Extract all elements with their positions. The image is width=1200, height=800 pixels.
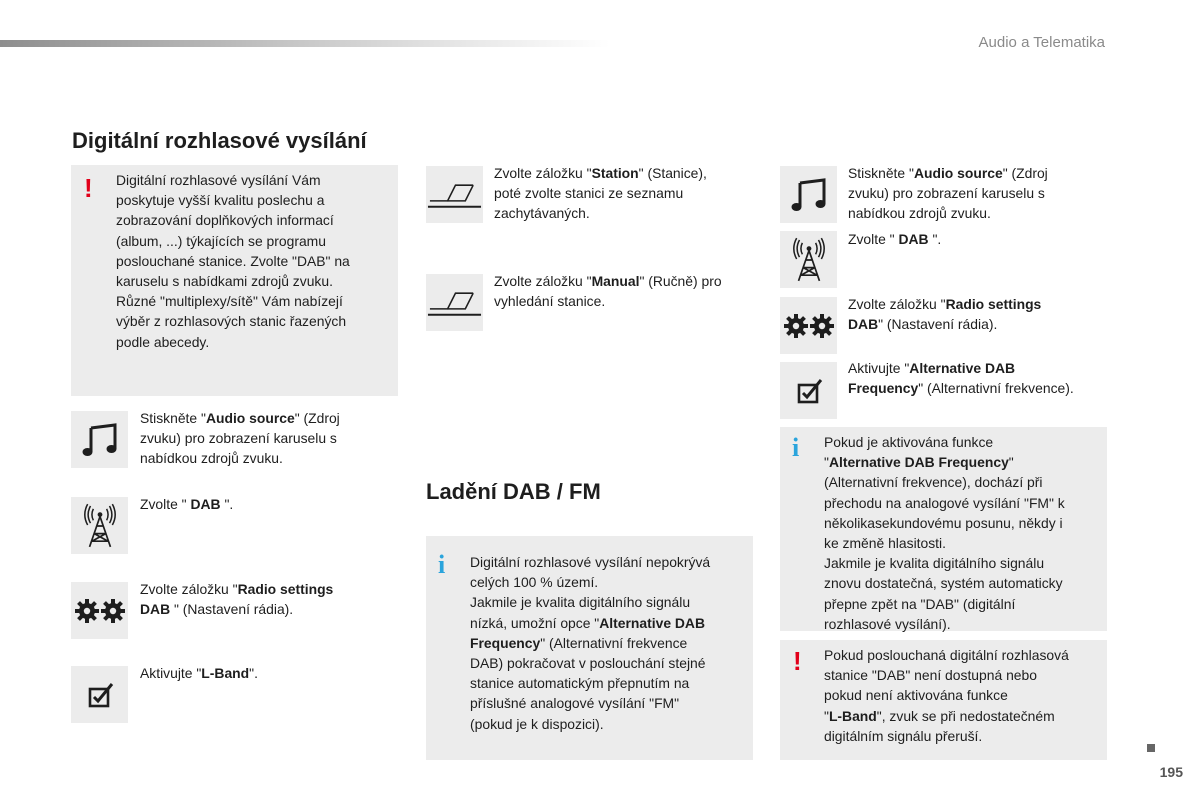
- music-note-icon: [71, 411, 128, 468]
- warning-text: Pokud poslouchaná digitální rozhlasová stanice "DAB" není dostupná nebo pokud není aktivována funkce "L-Band", zvuk se při nedostatečném digitálním signálu přeruší.: [824, 647, 1069, 744]
- info-icon: i: [792, 433, 800, 462]
- gears-icon: [71, 582, 128, 639]
- checkbox-icon: [780, 362, 837, 419]
- warning-text: [116, 170, 396, 352]
- exclamation-icon: !: [793, 646, 802, 676]
- info-icon: i: [438, 550, 446, 579]
- section-title: Audio a Telematika: [978, 34, 1105, 51]
- step-audio-source: Stiskněte "Audio source" (Zdroj zvuku) pro zobrazení karuselu s nabídkou zdrojů zvuku.: [848, 165, 1048, 222]
- step-select-dab: Zvolte " DAB ".: [140, 496, 234, 512]
- info-box-dab-coverage: [426, 536, 753, 760]
- step-select-dab: Zvolte " DAB ".: [848, 231, 942, 247]
- text-line: výběr z rozhlasových stanic řazených: [116, 313, 347, 330]
- heading-dab-fm-tuning: Ladění DAB / FM: [426, 479, 601, 504]
- step-audio-source: Stiskněte "Audio source" (Zdroj zvuku) pro zobrazení karuselu s nabídkou zdrojů zvuku.: [140, 410, 340, 467]
- heading-digital-radio: Digitální rozhlasové vysílání: [72, 128, 367, 153]
- text-line: (album, ...) týkajících se programu: [116, 232, 326, 249]
- text-line: karuselu s nabídkami zdrojů zvuku.: [116, 273, 333, 290]
- info-box-alt-freq: [780, 427, 1107, 631]
- tab-icon: [426, 166, 483, 223]
- info-text: Digitální rozhlasové vysílání nepokrývá celých 100 % území. Jakmile je kvalita digitálního signálu nízká, umožní opce "Alternative DAB Frequency" (Alternativní frekvence DAB) pokračovat v poslouchání stejné stanice automatickým přepnutím na příslušné analogové vysílání "FM" (pokud je k dispozici).: [470, 554, 711, 732]
- warning-box-digital-radio: [71, 165, 398, 396]
- step-activate-alt-freq: Aktivujte "Alternative DAB Frequency" (Alternativní frekvence).: [848, 360, 1074, 397]
- text-line: Různé "multiplexy/sítě" Vám nabízejí: [116, 293, 343, 310]
- text-line: Digitální rozhlasové vysílání Vám: [116, 172, 321, 188]
- warning-box-signal-loss: [780, 640, 1107, 760]
- antenna-icon: [71, 497, 128, 554]
- step-radio-settings: Zvolte záložku "Radio settings DAB" (Nastavení rádia).: [848, 296, 1042, 333]
- step-manual-tab: Zvolte záložku "Manual" (Ručně) pro vyhledání stanice.: [494, 273, 722, 310]
- header-gradient-bar: [0, 40, 610, 47]
- step-station-tab: Zvolte záložku "Station" (Stanice), poté zvolte stanici ze seznamu zachytávaných.: [494, 165, 707, 222]
- text-line: zobrazování doplňkových informací: [116, 212, 334, 229]
- step-activate-lband: Aktivujte "L-Band".: [140, 665, 258, 681]
- gears-icon: [780, 297, 837, 354]
- exclamation-icon: !: [84, 173, 93, 203]
- info-text: Pokud je aktivována funkce "Alternative DAB Frequency" (Alternativní frekvence), dochází při přechodu na analogové vysílání "FM" k několikasekundovému posunu, někdy i ke změně hlasitosti. Jakmile je kvalita digitálního signálu znovu dostatečná, systém automaticky přepne zpět na "DAB" (digitální rozhlasové vysílání).: [824, 434, 1065, 632]
- music-note-icon: [780, 166, 837, 223]
- page-number: 195: [1159, 764, 1183, 780]
- tab-icon: [426, 274, 483, 331]
- text-line: poslouchané stanice. Zvolte "DAB" na: [116, 252, 350, 269]
- text-line: poskytuje vyšší kvalitu poslechu a: [116, 192, 325, 209]
- corner-marker: [1147, 744, 1155, 752]
- antenna-icon: [780, 231, 837, 288]
- checkbox-icon: [71, 666, 128, 723]
- step-radio-settings: Zvolte záložku "Radio settings DAB " (Nastavení rádia).: [140, 581, 334, 618]
- text-line: podle abecedy.: [116, 333, 210, 350]
